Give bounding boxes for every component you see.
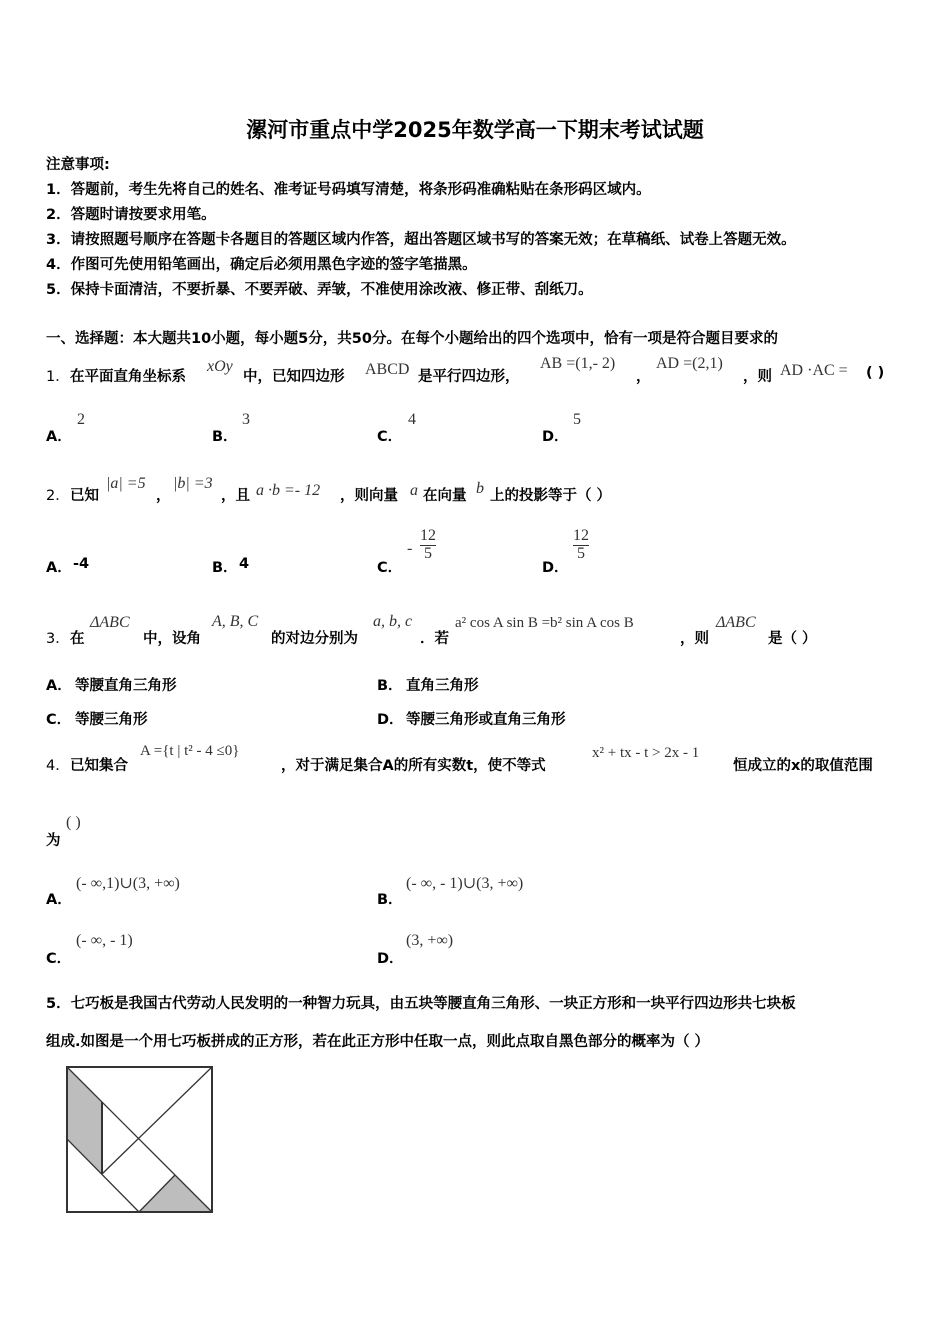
notice-item: 1．答题前，考生先将自己的姓名、准考证号码填写清楚，将条形码准确粘贴在条形码区域内。 (46, 182, 651, 198)
tangram-line (102, 1067, 212, 1174)
question-text: ，则 (743, 369, 772, 385)
math-expr: |b| =3 (173, 475, 213, 492)
option-value: (3, +∞) (406, 932, 454, 949)
option-value: 2 (77, 411, 85, 428)
math-expr: a, b, c (373, 613, 413, 630)
question-text: ， (156, 488, 171, 504)
notice-item: 2．答题时请按要求用笔。 (46, 207, 216, 223)
fraction-denominator: 5 (424, 544, 432, 562)
question-text: 恒成立的x的取值范围 (733, 758, 873, 774)
question-text: 在 (70, 631, 85, 647)
math-expr: ΔABC (716, 614, 756, 631)
math-expr: ABCD (365, 361, 410, 378)
option-sign: - (407, 540, 413, 557)
option-value: (- ∞, - 1)∪(3, +∞) (406, 875, 524, 892)
notice-item: 3．请按照题号顺序在答题卡各题目的答题区域内作答，超出答题区域书写的答案无效；在草稿纸、试卷上答题无效。 (46, 232, 796, 248)
option-label: B． (377, 678, 403, 694)
question-number: 2． (46, 488, 70, 504)
question-text: ．若 (420, 631, 449, 647)
option-label: D． (377, 951, 404, 967)
math-expr: A, B, C (212, 613, 259, 630)
option-label: B． (377, 892, 403, 908)
question-text: 为 (46, 833, 61, 849)
shaded-parallelogram (67, 1067, 102, 1174)
option-fraction (573, 528, 589, 563)
option-text: 等腰三角形 (75, 712, 148, 728)
math-expr: a² cos A sin B =b² sin A cos B (455, 615, 634, 631)
question-text: ，且 (221, 488, 250, 504)
option-value: (- ∞, - 1) (76, 932, 133, 949)
option-text: 等腰三角形或直角三角形 (406, 712, 566, 728)
question-text: ，则 (680, 631, 709, 647)
option-label: C． (377, 560, 403, 576)
question-text: 在向量 (423, 488, 467, 504)
option-value: 4 (239, 556, 250, 572)
fraction-denominator: 5 (577, 544, 585, 562)
notice-item: 4．作图可先使用铅笔画出，确定后必须用黑色字迹的签字笔描黑。 (46, 257, 477, 273)
option-label: C． (46, 712, 72, 728)
question-number: 3． (46, 631, 70, 647)
section-heading: 一、选择题：本大题共10小题，每小题5分，共50分。在每个小题给出的四个选项中，恰有一项是符合题目要求的 (46, 331, 778, 347)
option-label: A． (46, 429, 72, 445)
math-expr: AD =(2,1) (656, 355, 723, 372)
option-text: 直角三角形 (406, 678, 479, 694)
math-expr: a ·b =- 12 (256, 482, 321, 499)
question-text: ( ) (866, 365, 885, 381)
question-text: 中，已知四边形 (243, 369, 345, 385)
math-expr: AB =(1,- 2) (540, 355, 616, 372)
math-expr: x² + tx - t > 2x - 1 (592, 745, 700, 761)
math-expr: a (410, 482, 418, 499)
math-expr: A ={t | t² - 4 ≤0} (140, 743, 240, 759)
question-text: 上的投影等于（ ） (490, 488, 612, 504)
notice-heading: 注意事项: (46, 157, 110, 173)
option-label: D． (542, 429, 569, 445)
question-number: 1． (46, 369, 70, 385)
option-label: A． (46, 678, 72, 694)
option-value: 4 (408, 411, 416, 428)
option-text: 等腰直角三角形 (75, 678, 177, 694)
math-expr: ΔABC (90, 614, 130, 631)
question-text: ，对于满足集合A的所有实数t，使不等式 (281, 758, 546, 774)
option-label: D． (542, 560, 569, 576)
question-text: 组成.如图是一个用七巧板拼成的正方形，若在此正方形中任取一点，则此点取自黑色部分的概率为（ ） (46, 1034, 710, 1050)
option-label: C． (46, 951, 72, 967)
math-expr: |a| =5 (106, 475, 146, 492)
option-label: A． (46, 560, 72, 576)
answer-blank: ( ) (66, 814, 81, 831)
shaded-triangle (139, 1175, 212, 1212)
question-text: 是平行四边形， (418, 369, 520, 385)
question-text: 中，设角 (143, 631, 201, 647)
question-text: ， (636, 369, 651, 385)
option-value: 5 (573, 411, 581, 428)
option-label: D． (377, 712, 404, 728)
math-expr: AD ·AC = (780, 362, 848, 379)
notice-item: 5．保持卡面清洁，不要折暴、不要弄破、弄皱，不准使用涂改液、修正带、刮纸刀。 (46, 282, 593, 298)
tangram-figure (64, 1064, 214, 1214)
question-text: 在平面直角坐标系 (70, 369, 186, 385)
option-label: B． (212, 429, 238, 445)
question-text: 是（ ） (768, 631, 817, 647)
question-text: 的对边分别为 (271, 631, 358, 647)
option-label: B． (212, 560, 238, 576)
option-value: (- ∞,1)∪(3, +∞) (76, 875, 180, 892)
math-expr: b (476, 480, 484, 497)
math-expr: xOy (207, 358, 233, 375)
question-number: 4． (46, 758, 70, 774)
question-text: 已知 (70, 488, 99, 504)
page-title: 漯河市重点中学2025年数学高一下期末考试试题 (246, 118, 704, 142)
question-text: 已知集合 (70, 758, 128, 774)
question-text: ，则向量 (340, 488, 398, 504)
option-fraction (420, 528, 436, 563)
fraction-numerator: 12 (420, 527, 436, 544)
option-label: A． (46, 892, 72, 908)
option-label: C． (377, 429, 403, 445)
option-value: 3 (242, 411, 250, 428)
option-value: -4 (73, 556, 90, 572)
question-text: 5．七巧板是我国古代劳动人民发明的一种智力玩具，由五块等腰直角三角形、一块正方形和一块平行四边形共七块板 (46, 996, 796, 1012)
fraction-numerator: 12 (573, 527, 589, 544)
